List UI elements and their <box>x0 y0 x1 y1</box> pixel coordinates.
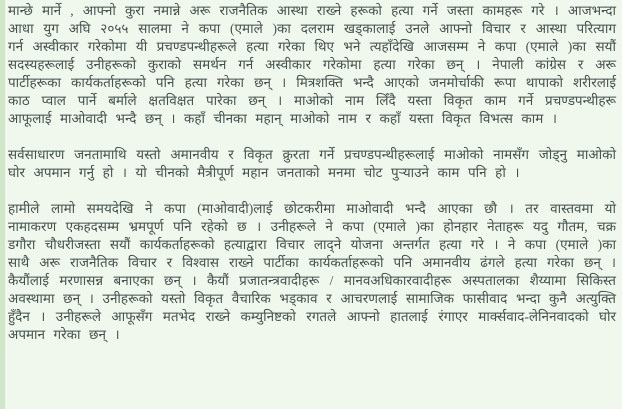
article-body <box>8 2 616 344</box>
left-margin-stripe <box>0 0 5 409</box>
paragraph-3: हामीले लामो समयदेखि ने कपा (माओवादी)लाई छोटकरीमा माओवादी भन्दै आएका छौ । तर वास्तवमा यो नामाकरण एकहदसम्म भ्रमपूर्ण पनि रहेको छ । उनीहरूले ने कपा (एमाले )का होनहार नेताहरू यदु गौतम, चक्र डगौरा चौधरीजस्ता सयौं कार्यकर्ताहरूको हत्याद्वारा विचार लाद्ने योजना अन्तर्गत हत्या गरे । ने कपा (एमाले )का साथै अरू राजनैतिक विचार र विश्वास राख्ने पार्टीका कार्यकर्ताहरूको पनि अमानवीय ढंगले हत्या गरेका छन् । कैयौंलाई मरणासन्न बनाएका छन् । कैयौं प्रजातन्त्रवादीहरू / मानवअधिकारवादीहरू अस्पतालका शैय्यामा सिकिस्त अवस्थामा छन् । उनीहरूको यस्तो विकृत वैचारिक भड्काव र आचरणलाई सामाजिक फासीवाद भन्दा कुनै अत्युक्ति हुँदैन । उनीहरूले आफूसँग मतभेद राख्ने कम्युनिष्टको रगतले आफ्नो हातलाई रंगाएर मार्क्सवाद-लेनिनवादको घोर अपमान गरेका छन् । <box>8 201 616 342</box>
paragraph-1: मान्छे मार्ने , आफ्नो कुरा नमान्ने अरू राजनैतिक आस्था राख्ने हरूको हत्या गर्ने जस्ता कामहरू गरे । आजभन्दा आधा युग अघि २०५५ सालमा ने कपा (एमाले )का दलराम खड्कालाई उनले आफ्नो विचार र आस्था परित्याग गर्न अस्वीकार गरेकोमा यी प्रचण्डपन्थीहरूले हत्या गरेका थिए भने त्यहाँदेखि आजसम्म ने कपा (एमाले )का सयौं सदस्यहरूलाई उनीहरूको कुराको समर्थन गर्न अस्वीकार गरेकोमा हत्या गरेका छन् । नेपाली कांग्रेस र अरू पार्टीहरूका कार्यकर्ताहरूको पनि हत्या गरेका छन् । मित्रशक्ति भन्दै आएको जनमोर्चाकी रूपा थापाको शरीरलाई काठ प्वाल पार्ने बर्माले क्षतविक्षत पारेका छन् । माओको नाम लिँदै यस्ता विकृत काम गर्ने प्रचण्डपन्थीहरू आफूलाई माओवादी भन्दै छन् । कहाँ चीनका महान् माओको नाम र कहाँ यस्ता विकृत विभत्स काम । <box>8 3 616 126</box>
paragraph-2: सर्वसाधारण जनतामाथि यस्तो अमानवीय र विकृत क्रुरता गर्ने प्रचण्डपन्थीहरूलाई माओको नामसँग जोड्नु माओको घोर अपमान गर्नु हो । यो चीनको मैत्रीपूर्ण महान जनताको मनमा चोट पुर्‍याउने काम पनि हो । <box>8 147 616 180</box>
